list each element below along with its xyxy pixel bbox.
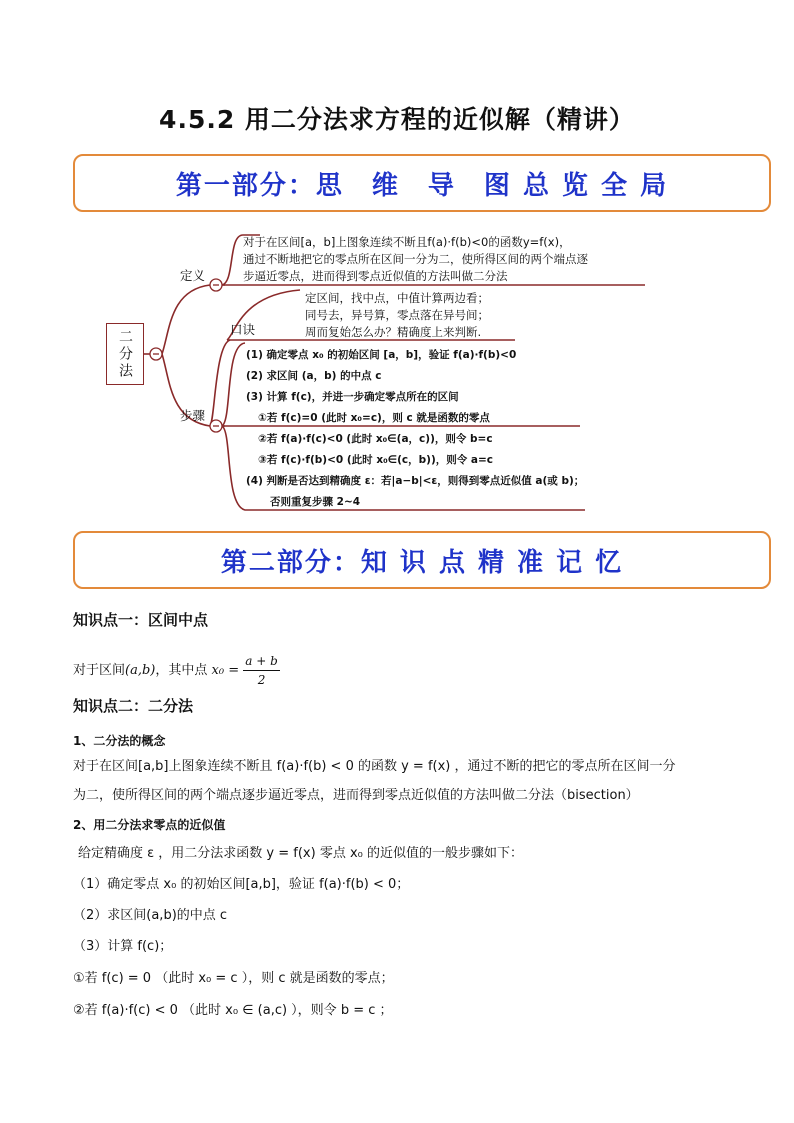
kp2-sub1: 1、二分法的概念 xyxy=(73,734,166,748)
steps-intro: 给定精确度 ε ，用二分法求函数 y = f(x) 零点 x₀ 的近似值的一般步骤如下： xyxy=(78,846,523,861)
concept-line: 为二，使所得区间的两个端点逐步逼近零点，进而得到零点近似值的方法叫做二分法（bisection） xyxy=(73,788,639,803)
step-line: （1）确定零点 x₀ 的初始区间[a,b]，验证 f(a)·f(b) < 0； xyxy=(73,877,410,892)
page-title: 4.5.2 用二分法求方程的近似解（精讲） xyxy=(159,105,635,134)
kp1-heading: 知识点一：区间中点 xyxy=(73,611,209,629)
section-banner-mindmap xyxy=(73,154,771,212)
mindmap-step: (4) 判断是否达到精确度 ε：若|a−b|<ε，则得到零点近似值 a(或 b)； xyxy=(246,475,585,487)
mindmap-step: (1) 确定零点 x₀ 的初始区间 [a，b]，验证 f(a)·f(b)<0 xyxy=(246,349,517,361)
mindmap-step: (2) 求区间 (a，b) 的中点 c xyxy=(246,370,382,382)
kp1-text: 对于区间(a,b)，其中点 x₀ = $\frac{a + b}{2}$ xyxy=(73,654,278,687)
mnemonic-text: 定区间，找中点，中值计算两边看； 同号去，异号算，零点落在异号间； 周而复始怎么办？精确度上来判断. xyxy=(305,291,489,339)
kp2-sub2: 2、用二分法求零点的近似值 xyxy=(73,818,226,832)
mindmap-step: 否则重复步骤 2~4 xyxy=(270,496,361,508)
definition-text: 对于在区间[a，b]上图象连续不断且f(a)·f(b)<0的函数y=f(x)， 通过不断地把它的零点所在区间一分为二，使所得区间的两个端点逐 步逼近零点，进而得到零点近似值的方法叫做二分法 xyxy=(243,235,588,283)
branch-mnemonic: 口诀 xyxy=(230,322,256,337)
banner-text: 第二部分：知 识 点 精 准 记 忆 xyxy=(220,547,624,578)
mindmap-step: ①若 f(c)=0 (此时 x₀=c)，则 c 就是函数的零点 xyxy=(258,412,490,424)
kp2-heading: 知识点二：二分法 xyxy=(73,697,194,715)
mindmap-step: (3) 计算 f(c)，并进一步确定零点所在的区间 xyxy=(246,391,459,403)
mindmap-step: ②若 f(a)·f(c)<0 (此时 x₀∈(a，c))，则令 b=c xyxy=(258,433,493,445)
section-banner-knowledge xyxy=(73,531,771,589)
case-line: ①若 f(c) = 0 （此时 x₀ = c ），则 c 就是函数的零点； xyxy=(73,971,394,986)
mindmap-root: 二分法 xyxy=(106,323,144,385)
banner-text: 第一部分：思 维 导 图 总 览 全 局 xyxy=(175,170,669,201)
step-line: （2）求区间(a,b)的中点 c xyxy=(73,908,228,923)
branch-definition: 定义 xyxy=(180,268,206,283)
branch-steps: 步骤 xyxy=(180,408,206,423)
mindmap-step: ③若 f(c)·f(b)<0 (此时 x₀∈(c，b))，则令 a=c xyxy=(258,454,494,466)
concept-line: 对于在区间[a,b]上图象连续不断且 f(a)·f(b) < 0 的函数 y = f(x) ，通过不断的把它的零点所在区间一分 xyxy=(73,759,676,774)
midpoint-fraction: $\frac{a + b}{2}$ xyxy=(245,654,278,687)
case-line: ②若 f(a)·f(c) < 0 （此时 x₀ ∈ (a,c) ），则令 b = c ； xyxy=(73,1003,393,1018)
step-line: （3）计算 f(c)； xyxy=(73,939,173,954)
